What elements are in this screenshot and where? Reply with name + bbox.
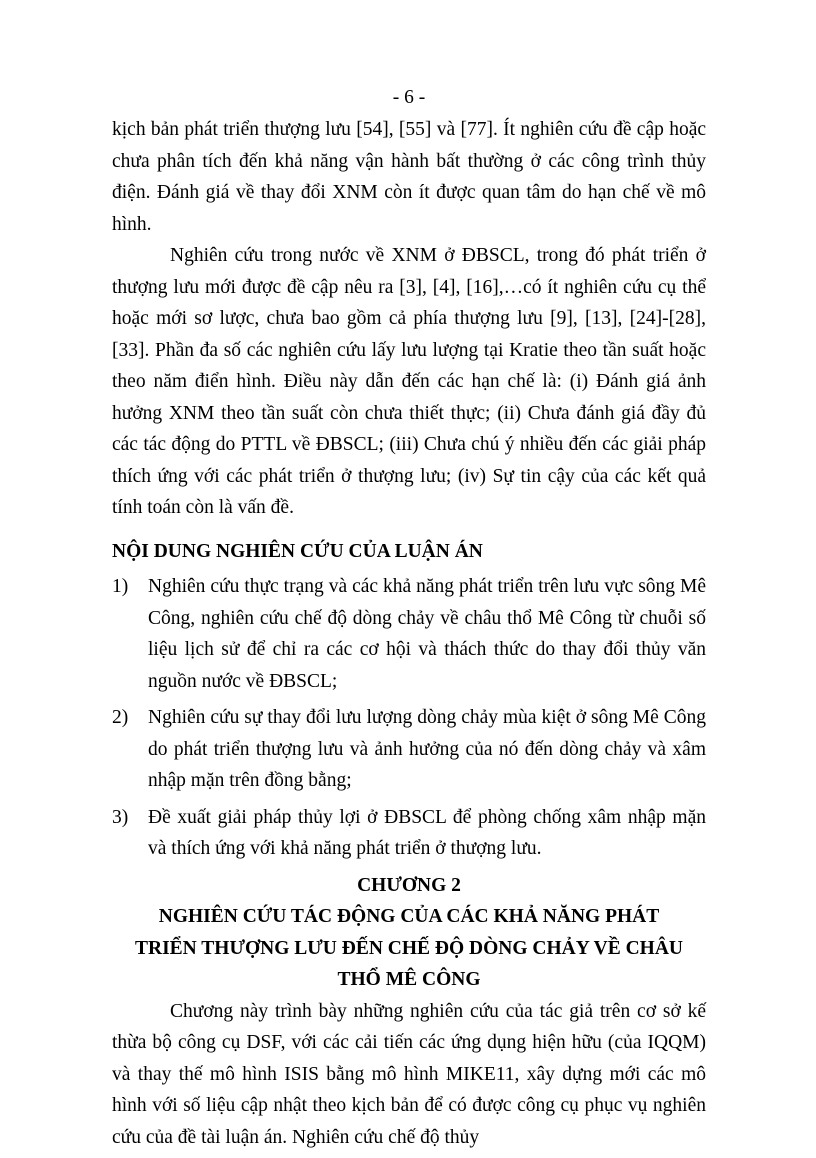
list-item-number: 2) <box>112 707 129 728</box>
list-item-number: 3) <box>112 806 129 828</box>
paragraph-domestic-research: Nghiên cứu trong nước về XNM ở ĐBSCL, trong đó phát triển ở thượng lưu mới được đề cập nêu ra [3], [4], [16],…có ít nghiên cứu cụ thể hoặc mới sơ lược, chưa bao gồm cả phía thượng lưu [9], [13], [24]-[28], [33]. Phần đa số các nghiên cứu lấy lưu lượng tại Kratie theo tần suất hoặc theo năm điển hình. Điều này dẫn đến các hạn chế là: (i) Đánh giá ảnh hưởng XNM theo tần suất còn chưa thiết thực; (ii) Chưa đánh giá đầy đủ các tác động do PTTL về ĐBSCL; (iii) Chưa chú ý nhiều đến các giải pháp thích ứng với các phát triển ở thượng lưu; (iv) Sự tin cậy của các kết quả tính toán còn là vấn đề. <box>112 245 706 518</box>
list-item-number: 1) <box>112 576 129 597</box>
list-item-text: Đề xuất giải pháp thủy lợi ở ĐBSCL để phòng chống xâm nhập mặn và thích ứng với khả năng phát triển ở thượng lưu. <box>148 806 706 859</box>
page-number: - 6 - <box>392 87 426 108</box>
list-item <box>112 702 706 797</box>
chapter-number: CHƯƠNG 2 <box>357 874 461 896</box>
section-heading: NỘI DUNG NGHIÊN CỨU CỦA LUẬN ÁN <box>112 540 483 562</box>
list-item-text: Nghiên cứu thực trạng và các khả năng phát triển trên lưu vực sông Mê Công, nghiên cứu chế độ dòng chảy về châu thổ Mê Công từ chuỗi số liệu lịch sử để chỉ ra các cơ hội và thách thức do thay đổi thủy văn nguồn nước về ĐBSCL; <box>148 576 706 692</box>
document-page <box>112 82 706 1153</box>
paragraph-chapter-intro: Chương này trình bày những nghiên cứu của tác giả trên cơ sở kế thừa bộ công cụ DSF, với các cải tiến các ứng dụng hiện hữu (của IQQM) và thay thế mô hình ISIS bằng mô hình MIKE11, xây dựng mới các mô hình với số liệu cập nhật theo kịch bản để có được công cụ phục vụ nghiên cứu của đề tài luận án. Nghiên cứu chế độ thủy <box>112 1000 706 1148</box>
list-item-text: Nghiên cứu sự thay đổi lưu lượng dòng chảy mùa kiệt ở sông Mê Công do phát triển thượng lưu và ảnh hưởng của nó đến dòng chảy và xâm nhập mặn trên đồng bằng; <box>148 707 706 791</box>
list-item <box>112 802 706 865</box>
list-item <box>112 571 706 697</box>
paragraph-continuation: kịch bản phát triển thượng lưu [54], [55] và [77]. Ít nghiên cứu đề cập hoặc chưa phân tích đến khả năng vận hành bất thường ở các công trình thủy điện. Đánh giá về thay đổi XNM còn ít được quan tâm do hạn chế về mô hình. <box>112 119 706 235</box>
chapter-title: NGHIÊN CỨU TÁC ĐỘNG CỦA CÁC KHẢ NĂNG PHÁT TRIỂN THƯỢNG LƯU ĐẾN CHẾ ĐỘ DÒNG CHẢY VỀ CHÂU THỔ MÊ CÔNG <box>134 906 684 990</box>
objectives-list <box>112 571 706 865</box>
